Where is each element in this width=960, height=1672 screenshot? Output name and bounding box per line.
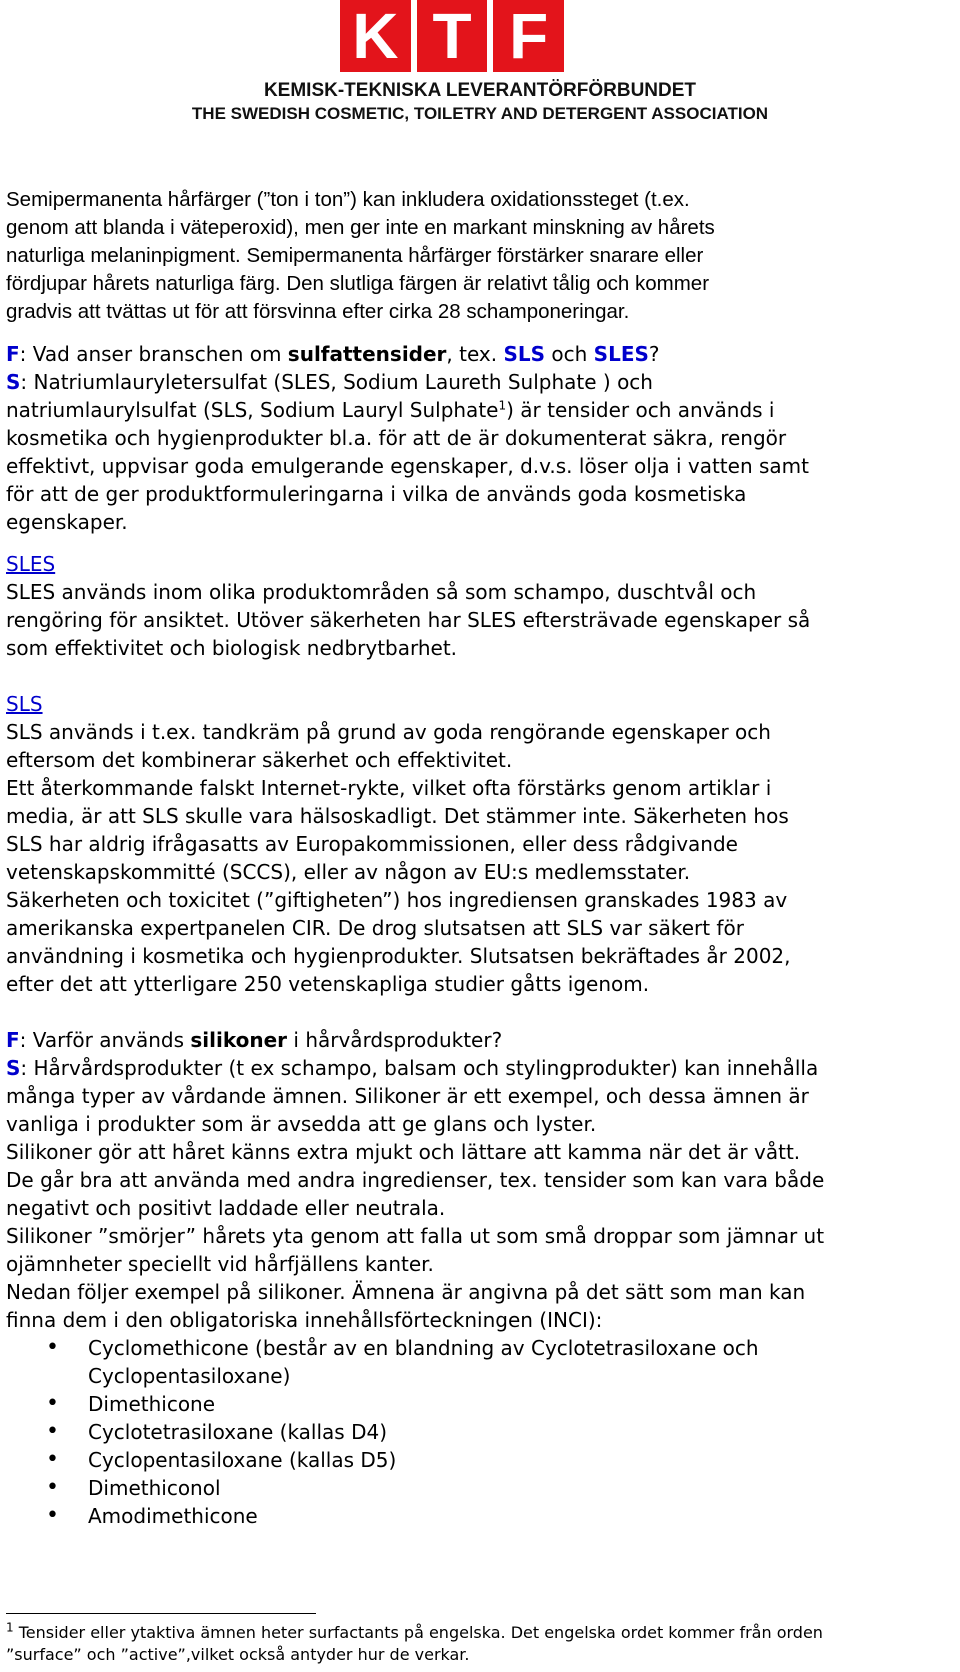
intro-paragraph bbox=[6, 186, 954, 326]
question-silicones bbox=[6, 1026, 954, 1054]
text-line: användning i kosmetika och hygienprodukter. Slutsatsen bekräftades år 2002, bbox=[6, 944, 791, 968]
list-item: • Cyclopentasiloxane (kallas D5) bbox=[6, 1446, 954, 1474]
text-line: effektivt, uppvisar goda emulgerande egenskaper, d.v.s. löser olja i vatten samt bbox=[6, 454, 809, 478]
footnote-text: Tensider eller ytaktiva ämnen heter surfactants på engelska. Det engelska ordet kommer från orden bbox=[13, 1623, 823, 1642]
question-text: : Varför används bbox=[19, 1028, 191, 1052]
silicone-list bbox=[6, 1334, 954, 1530]
text-line: efter det att ytterligare 250 vetenskapliga studier gåtts igenom. bbox=[6, 972, 650, 996]
question-label: F bbox=[6, 1028, 20, 1052]
text-line: kosmetika och hygienprodukter bl.a. för att de är dokumenterat säkra, rengör bbox=[6, 426, 787, 450]
text-line: gradvis att tvättas ut för att försvinna efter cirka 28 schamponeringar. bbox=[6, 300, 630, 323]
question-text: i hårvårdsprodukter? bbox=[287, 1028, 503, 1052]
text-line: genom att blanda i väteperoxid), men ger inte en markant minskning av hårets bbox=[6, 216, 715, 239]
question-text: , tex. bbox=[446, 342, 504, 366]
text-line: naturliga melaninpigment. Semipermanenta hårfärger förstärker snarare eller bbox=[6, 244, 704, 267]
text-line: eftersom det kombinerar säkerhet och effektivitet. bbox=[6, 748, 513, 772]
answer-text: : Natriumlauryletersulfat (SLES, Sodium Laureth Sulphate ) och bbox=[20, 370, 653, 394]
logo-letter-k: K bbox=[340, 0, 411, 72]
text-line: som effektivitet och biologisk nedbrytbarhet. bbox=[6, 636, 458, 660]
text-line: vanliga i produkter som är avsedda att ge glans och lyster. bbox=[6, 1112, 597, 1136]
answer-text: ) är tensider och används i bbox=[506, 398, 775, 422]
text-line: vetenskapskommitté (SCCS), eller av någon av EU:s medlemsstater. bbox=[6, 860, 691, 884]
text-line: ”surface” och ”active”,vilket också antyder hur de verkar. bbox=[6, 1645, 470, 1664]
footnote-reference[interactable]: 1 bbox=[498, 398, 507, 413]
text-line bbox=[6, 1054, 954, 1082]
sles-section bbox=[6, 550, 954, 662]
text-line: finna dem i den obligatoriska innehållsförteckningen (INCI): bbox=[6, 1308, 603, 1332]
list-item-text: Cyclomethicone (består av en blandning av Cyclotetrasiloxane och bbox=[88, 1336, 759, 1360]
question-text: : Vad anser branschen om bbox=[19, 342, 288, 366]
text-line: negativt och positivt laddade eller neutrala. bbox=[6, 1196, 446, 1220]
sls-heading: SLS bbox=[6, 692, 43, 716]
answer-label: S bbox=[6, 1056, 21, 1080]
list-item: • Dimethicone bbox=[6, 1390, 954, 1418]
org-name-swedish: KEMISK-TEKNISKA LEVERANTÖRFÖRBUNDET bbox=[263, 80, 697, 101]
sles-term: SLES bbox=[593, 342, 649, 366]
answer-sulfate-surfactants bbox=[6, 368, 954, 536]
logo-letter-f: F bbox=[493, 0, 564, 72]
document-header bbox=[0, 0, 960, 130]
text-line: rengöring för ansiktet. Utöver säkerheten har SLES eftersträvade egenskaper så bbox=[6, 608, 811, 632]
org-name-english: THE SWEDISH COSMETIC, TOILETRY AND DETERGENT ASSOCIATION bbox=[191, 104, 769, 123]
text-line: SLS används i t.ex. tandkräm på grund av goda rengörande egenskaper och bbox=[6, 720, 771, 744]
answer-silicones bbox=[6, 1054, 954, 1334]
question-text: ? bbox=[648, 342, 660, 366]
text-line: De går bra att använda med andra ingredienser, tex. tensider som kan vara både bbox=[6, 1168, 825, 1192]
answer-label: S bbox=[6, 370, 21, 394]
list-item-text: Cyclopentasiloxane) bbox=[88, 1364, 291, 1388]
list-item bbox=[6, 1334, 954, 1390]
text-line: Nedan följer exempel på silikoner. Ämnena är angivna på det sätt som man kan bbox=[6, 1280, 806, 1304]
emphasis: sulfattensider bbox=[287, 342, 447, 366]
sls-section bbox=[6, 690, 954, 998]
text-line: fördjupar hårets naturliga färg. Den slutliga färgen är relativt tålig och kommer bbox=[6, 272, 710, 295]
text-line: Säkerheten och toxicitet (”giftigheten”) hos ingrediensen granskades 1983 av bbox=[6, 888, 788, 912]
text-line: ojämnheter speciellt vid hårfjällens kanter. bbox=[6, 1252, 434, 1276]
logo-letter-t: T bbox=[417, 0, 488, 72]
question-label: F bbox=[6, 342, 20, 366]
text-line bbox=[6, 368, 954, 396]
footnote-separator bbox=[6, 1613, 316, 1614]
sls-term: SLS bbox=[503, 342, 546, 366]
ktf-logo bbox=[340, 0, 564, 72]
text-line: SLS har aldrig ifrågasatts av Europakommissionen, eller dess rådgivande bbox=[6, 832, 738, 856]
text-line: Silikoner gör att håret känns extra mjukt och lättare att kamma när det är vått. bbox=[6, 1140, 801, 1164]
footnote bbox=[6, 1622, 954, 1666]
text-line: Silikoner ”smörjer” hårets yta genom att falla ut som små droppar som jämnar ut bbox=[6, 1224, 825, 1248]
text-line: media, är att SLS skulle vara hälsoskadligt. Det stämmer inte. Säkerheten hos bbox=[6, 804, 789, 828]
text-line: Ett återkommande falskt Internet-rykte, vilket ofta förstärks genom artiklar i bbox=[6, 776, 772, 800]
text-line: många typer av vårdande ämnen. Silikoner är ett exempel, och dessa ämnen är bbox=[6, 1084, 809, 1108]
text-line bbox=[6, 396, 954, 424]
answer-text: natriumlaurylsulfat (SLS, Sodium Lauryl Sulphate bbox=[6, 398, 499, 422]
answer-text: : Hårvårdsprodukter (t ex schampo, balsam och stylingprodukter) kan innehålla bbox=[20, 1056, 819, 1080]
text-line: SLES används inom olika produktområden så som schampo, duschtvål och bbox=[6, 580, 757, 604]
emphasis: silikoner bbox=[190, 1028, 288, 1052]
text-line bbox=[6, 1622, 954, 1644]
list-item: • Dimethiconol bbox=[6, 1474, 954, 1502]
list-item: • Amodimethicone bbox=[6, 1502, 954, 1530]
text-line: Semipermanenta hårfärger (”ton i ton”) kan inkludera oxidationssteget (t.ex. bbox=[6, 188, 690, 211]
question-sulfate-surfactants bbox=[6, 340, 954, 368]
text-line: amerikanska expertpanelen CIR. De drog slutsatsen att SLS var säkert för bbox=[6, 916, 744, 940]
text-line: egenskaper. bbox=[6, 510, 128, 534]
footnote-mark: 1 bbox=[6, 1620, 14, 1635]
document-body bbox=[6, 186, 954, 1530]
question-text: och bbox=[545, 342, 594, 366]
text-line: för att de ger produktformuleringarna i vilka de används goda kosmetiska bbox=[6, 482, 747, 506]
list-item: • Cyclotetrasiloxane (kallas D4) bbox=[6, 1418, 954, 1446]
sles-heading: SLES bbox=[6, 552, 56, 576]
